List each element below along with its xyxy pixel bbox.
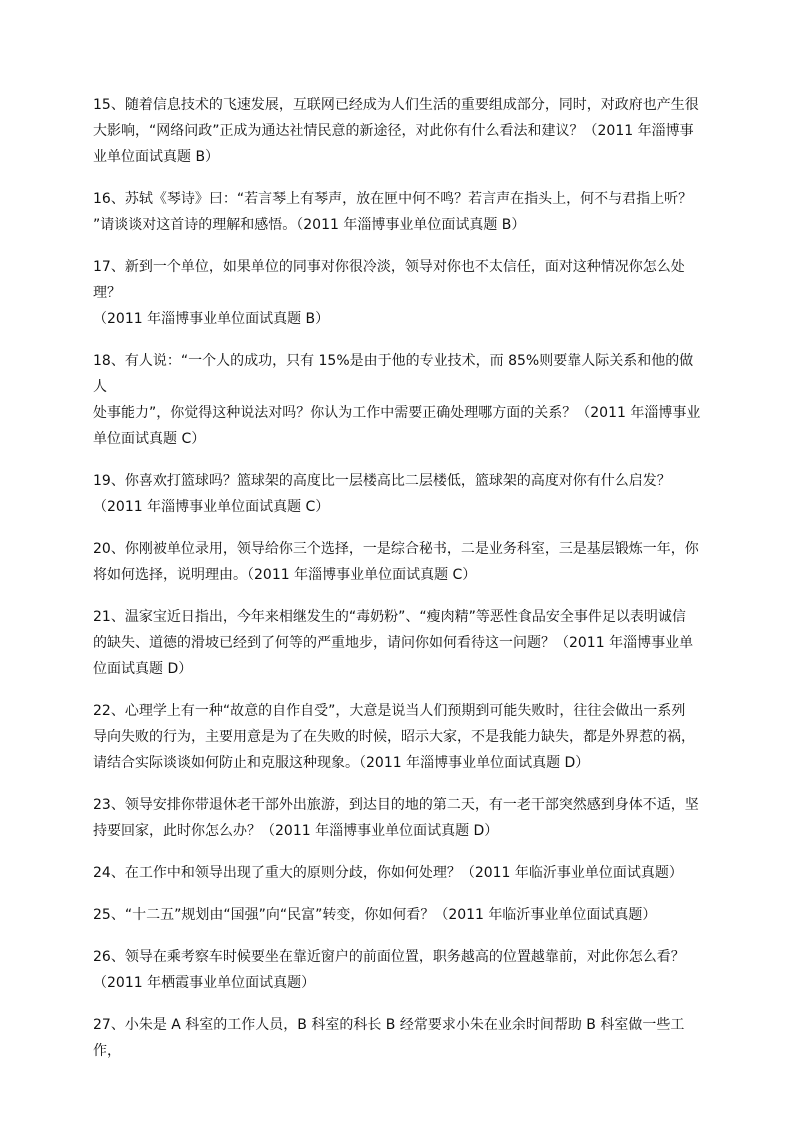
question-item — [93, 1012, 703, 1064]
question-item — [93, 468, 703, 520]
question-item — [93, 792, 703, 844]
question-line: 16、苏轼《琴诗》曰：“若言琴上有琴声，放在匣中何不鸣？若言声在指头上，何不与君指上听？ — [93, 191, 693, 207]
question-line: 25、“十二五”规划由“国强”向“民富”转变，你如何看？（2011 年临沂事业单位面试真题） — [93, 907, 657, 923]
question-line: 18、有人说：“一个人的成功，只有 15%是由于他的专业技术，而 85%则要靠人际关系和他的做人 — [93, 353, 694, 395]
question-line: ”请谈谈对这首诗的理解和感悟。（2011 年淄博事业单位面试真题 B） — [93, 217, 526, 233]
question-item — [93, 698, 703, 776]
question-line: 单位面试真题 C） — [93, 431, 206, 447]
question-line: 将如何选择，说明理由。（2011 年淄博事业单位面试真题 C） — [93, 567, 477, 583]
question-item — [93, 536, 703, 588]
question-line: 的缺失、道德的滑坡已经到了何等的严重地步，请问你如何看待这一问题？（2011 年淄博事业单 — [93, 635, 694, 651]
question-item — [93, 604, 703, 682]
question-line: 持要回家，此时你怎么办？（2011 年淄博事业单位面试真题 D） — [93, 823, 499, 839]
question-line: 23、领导安排你带退休老干部外出旅游，到达目的地的第二天，有一老干部突然感到身体不适，坚 — [93, 797, 699, 813]
question-line: （2011 年淄博事业单位面试真题 B） — [93, 311, 330, 327]
question-item — [93, 186, 703, 238]
question-line: 24、在工作中和领导出现了重大的原则分歧，你如何处理？（2011 年临沂事业单位面试真题） — [93, 865, 683, 881]
question-line: 20、你刚被单位录用，领导给你三个选择，一是综合秘书，二是业务科室，三是基层锻炼一年，你 — [93, 541, 699, 557]
question-line: （2011 年栖霞事业单位面试真题） — [93, 975, 316, 991]
question-item — [93, 254, 703, 332]
question-item — [93, 944, 703, 996]
question-line: 17、新到一个单位，如果单位的同事对你很冷淡，领导对你也不太信任，面对这种情况你怎么处理？ — [93, 259, 685, 301]
question-line: 导向失败的行为，主要用意是为了在失败的时候，昭示大家，不是我能力缺失，都是外界惹的祸， — [93, 729, 695, 745]
question-line: 26、领导在乘考察车时候要坐在靠近窗户的前面位置，职务越高的位置越靠前，对此你怎么看？ — [93, 949, 685, 965]
question-line: 22、心理学上有一种“故意的自作自受”，大意是说当人们预期到可能失败时，往往会做出一系列 — [93, 703, 686, 719]
question-item — [93, 860, 703, 886]
question-line: 处事能力”，你觉得这种说法对吗？你认为工作中需要正确处理哪方面的关系？（2011 年淄博事业 — [93, 405, 701, 421]
question-line: 27、小朱是 A 科室的工作人员，B 科室的科长 B 经常要求小朱在业余时间帮助 B 科室做一些工作， — [93, 1017, 685, 1059]
question-list — [93, 92, 703, 1080]
question-line: 位面试真题 D） — [93, 661, 193, 677]
question-item — [93, 902, 703, 928]
question-line: 请结合实际谈谈如何防止和克服这种现象。（2011 年淄博事业单位面试真题 D） — [93, 755, 590, 771]
question-item — [93, 92, 703, 170]
question-line: 19、你喜欢打篮球吗？篮球架的高度比一层楼高比二层楼低，篮球架的高度对你有什么启发？ — [93, 473, 671, 489]
question-item — [93, 348, 703, 452]
question-line: 15、随着信息技术的飞速发展，互联网已经成为人们生活的重要组成部分，同时，对政府也产生很 — [93, 97, 699, 113]
question-line: 业单位面试真题 B） — [93, 149, 220, 165]
question-line: 大影响，“网络问政”正成为通达社情民意的新途径，对此你有什么看法和建议？（2011 年淄博事 — [93, 123, 694, 139]
question-line: 21、温家宝近日指出，今年来相继发生的“毒奶粉”、“瘦肉精”等恶性食品安全事件足以表明诚信 — [93, 609, 686, 625]
question-line: （2011 年淄博事业单位面试真题 C） — [93, 499, 330, 515]
